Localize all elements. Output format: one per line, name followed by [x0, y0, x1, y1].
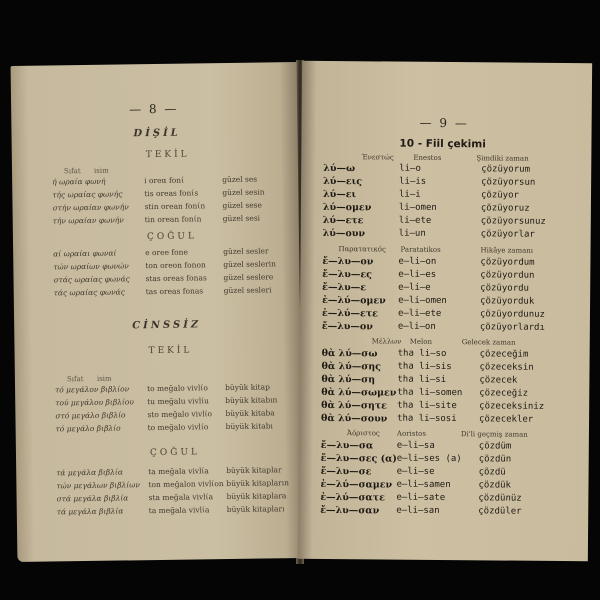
- tense-greek-name: Ένεστώς: [361, 153, 394, 162]
- table-row: τών ωραίων φωνών ton oreon fonon güzel seslerin: [53, 259, 276, 272]
- subheading-singular: TEKİL: [145, 149, 190, 161]
- section-heading-neuter: CİNSSİZ: [132, 319, 202, 332]
- subheading-plural: ÇOĞUL: [149, 447, 201, 459]
- table-row: τά μεγάλα βιβλία ta meğala vivlίa büyük kitapları: [56, 504, 285, 517]
- tense-greek-name: Μέλλων: [371, 337, 402, 346]
- table-row: στό μεγάλο βιβλίο sto meğalo vivlίo büyük kitaba: [55, 408, 275, 421]
- tense-turkish-name: Gelecek zaman: [461, 338, 516, 347]
- tense-turkish-name: Hikâye zamanı: [480, 246, 534, 255]
- conjugation-row: θὰ λύ—σω tha li—so çözeceğim: [321, 347, 529, 360]
- conjugation-row: ἔ—λυ—σαν e—li—san çözdüler: [320, 504, 522, 517]
- subheading-singular: TEKİL: [148, 345, 193, 357]
- table-row: τήν ωραίαν φωνήν tin orean fonίn güzel sesi: [52, 213, 261, 226]
- tense-turkish-name: Di'li geçmiş zaman: [460, 430, 528, 439]
- page-number: — 9 —: [419, 115, 469, 131]
- conjugation-row: λύ—εις li—is çözüyorsun: [323, 175, 536, 188]
- conjugation-row: ἐ—λύ—ετε e—li—ete çözüyordunuz: [321, 307, 546, 320]
- caption-adjective: Sıfat: [63, 167, 81, 176]
- conjugation-row: λύ—ομεν li—omen çözüyoruz: [322, 201, 530, 214]
- tense-latin-name: Aoristos: [396, 429, 427, 438]
- table-row: τής ωραίας φωνής tis oreas fonίs güzel sesin: [52, 187, 265, 200]
- conjugation-row: ἔ—λυ—ε e—li—e çözüyordu: [322, 281, 530, 294]
- tense-latin-name: Paratatikos: [400, 245, 441, 254]
- table-row: τά μεγάλα βιβλία ta meğala vivlίa büyük kitaplar: [56, 465, 282, 478]
- table-row: στήν ωραίαν φωνήν stin orean fonίn güzel sese: [52, 200, 262, 213]
- conjugation-row: λύ—ουν li—un çözüyorlar: [322, 227, 535, 240]
- conjugation-row: θὰ λύ—σητε tha li—site çözeceksiniz: [321, 399, 545, 412]
- table-row: τό μεγάλο βιβλίο to meğalo vivlίo büyük kitabı: [55, 421, 273, 434]
- conjugation-row: θὰ λύ—σουν tha li—sosi çözecekler: [321, 412, 534, 425]
- conjugation-row: ἐ—λύ—σατε e—li—sate çözdünüz: [320, 491, 522, 504]
- verb-conjugation-title: 10 - Fiil çekimi: [399, 137, 486, 151]
- table-row: στά μεγάλα βιβλία sta meğala vivlίa büyük kitaplara: [56, 491, 287, 504]
- table-row: τού μεγάλου βιβλίου tu meğalu vivlίu büyük kitabın: [55, 395, 278, 408]
- left-page: [11, 62, 304, 562]
- tense-greek-name: Ἀόριστος: [346, 429, 380, 438]
- conjugation-row: λύ—ει li—i çözüyor: [322, 188, 519, 201]
- tense-turkish-name: Şimdiki zaman: [476, 154, 529, 163]
- table-row: τάς ωραίας φωνάς tas oreas fonas güzel sesleri: [53, 285, 272, 298]
- table-row: τών μεγάλων βιβλίων ton meğalon vivlίon büyük kitapların: [56, 478, 290, 491]
- conjugation-row: ἐ—λύ—σαμεν e—li—samen çözdük: [320, 478, 512, 491]
- conjugation-row: λύ—ετε li—ete çözüyorsunuz: [322, 214, 546, 227]
- tense-latin-name: Melon: [409, 337, 433, 346]
- conjugation-row: θὰ λύ—σης tha li—sis çözeceksin: [321, 360, 534, 373]
- section-heading-feminine: DİŞİL: [133, 127, 181, 140]
- table-row: ή ωραία φωνή i oreα fonί güzel ses: [52, 174, 258, 187]
- caption-noun: isim: [96, 374, 112, 383]
- conjugation-row: ἔ—λυ—ον e—li—on çözüyorlardı: [321, 320, 545, 333]
- conjugation-row: θὰ λύ—ση tha li—si çözecek: [321, 373, 518, 386]
- table-row: τό μεγάλον βιβλίον to meğalo vivlίo büyük kitap: [55, 382, 270, 395]
- right-page: [298, 61, 592, 562]
- table-row: αί ωραίαι φωναί e oree fone güzel sesler: [53, 246, 269, 259]
- conjugation-row: ἐ—λύ—ομεν e—li—omen çözüyorduk: [322, 294, 535, 307]
- conjugation-row: ἔ—λυ—ον e—li—on çözüyordum: [322, 255, 535, 268]
- subheading-plural: ÇOĞUL: [146, 231, 198, 243]
- table-row: στάς ωραίας φωνάς stas oreas fonas güzel seslere: [53, 272, 274, 285]
- conjugation-row: ἔ—λυ—σε e—li—se çözdü: [320, 465, 506, 478]
- caption-noun: isim: [93, 166, 109, 175]
- conjugation-row: λύ—ω li—o çözüyorum: [323, 162, 531, 175]
- tense-greek-name: Παρατατικός: [338, 245, 386, 254]
- conjugation-row: ἔ—λυ—σα e—li—sa çözdüm: [320, 439, 512, 452]
- conjugation-row: θὰ λύ—σωμεν tha li—somen çözeceğiz: [321, 386, 529, 399]
- tense-latin-name: Enestos: [413, 153, 442, 162]
- conjugation-row: ἔ—λυ—ες e—li—es çözüyordun: [322, 268, 535, 281]
- conjugation-row: ἔ—λυ—σες (α) e—li—ses (a) çözdün: [320, 452, 512, 465]
- caption-adjective: Sıfat: [66, 375, 84, 384]
- page-number: — 8 —: [129, 101, 179, 117]
